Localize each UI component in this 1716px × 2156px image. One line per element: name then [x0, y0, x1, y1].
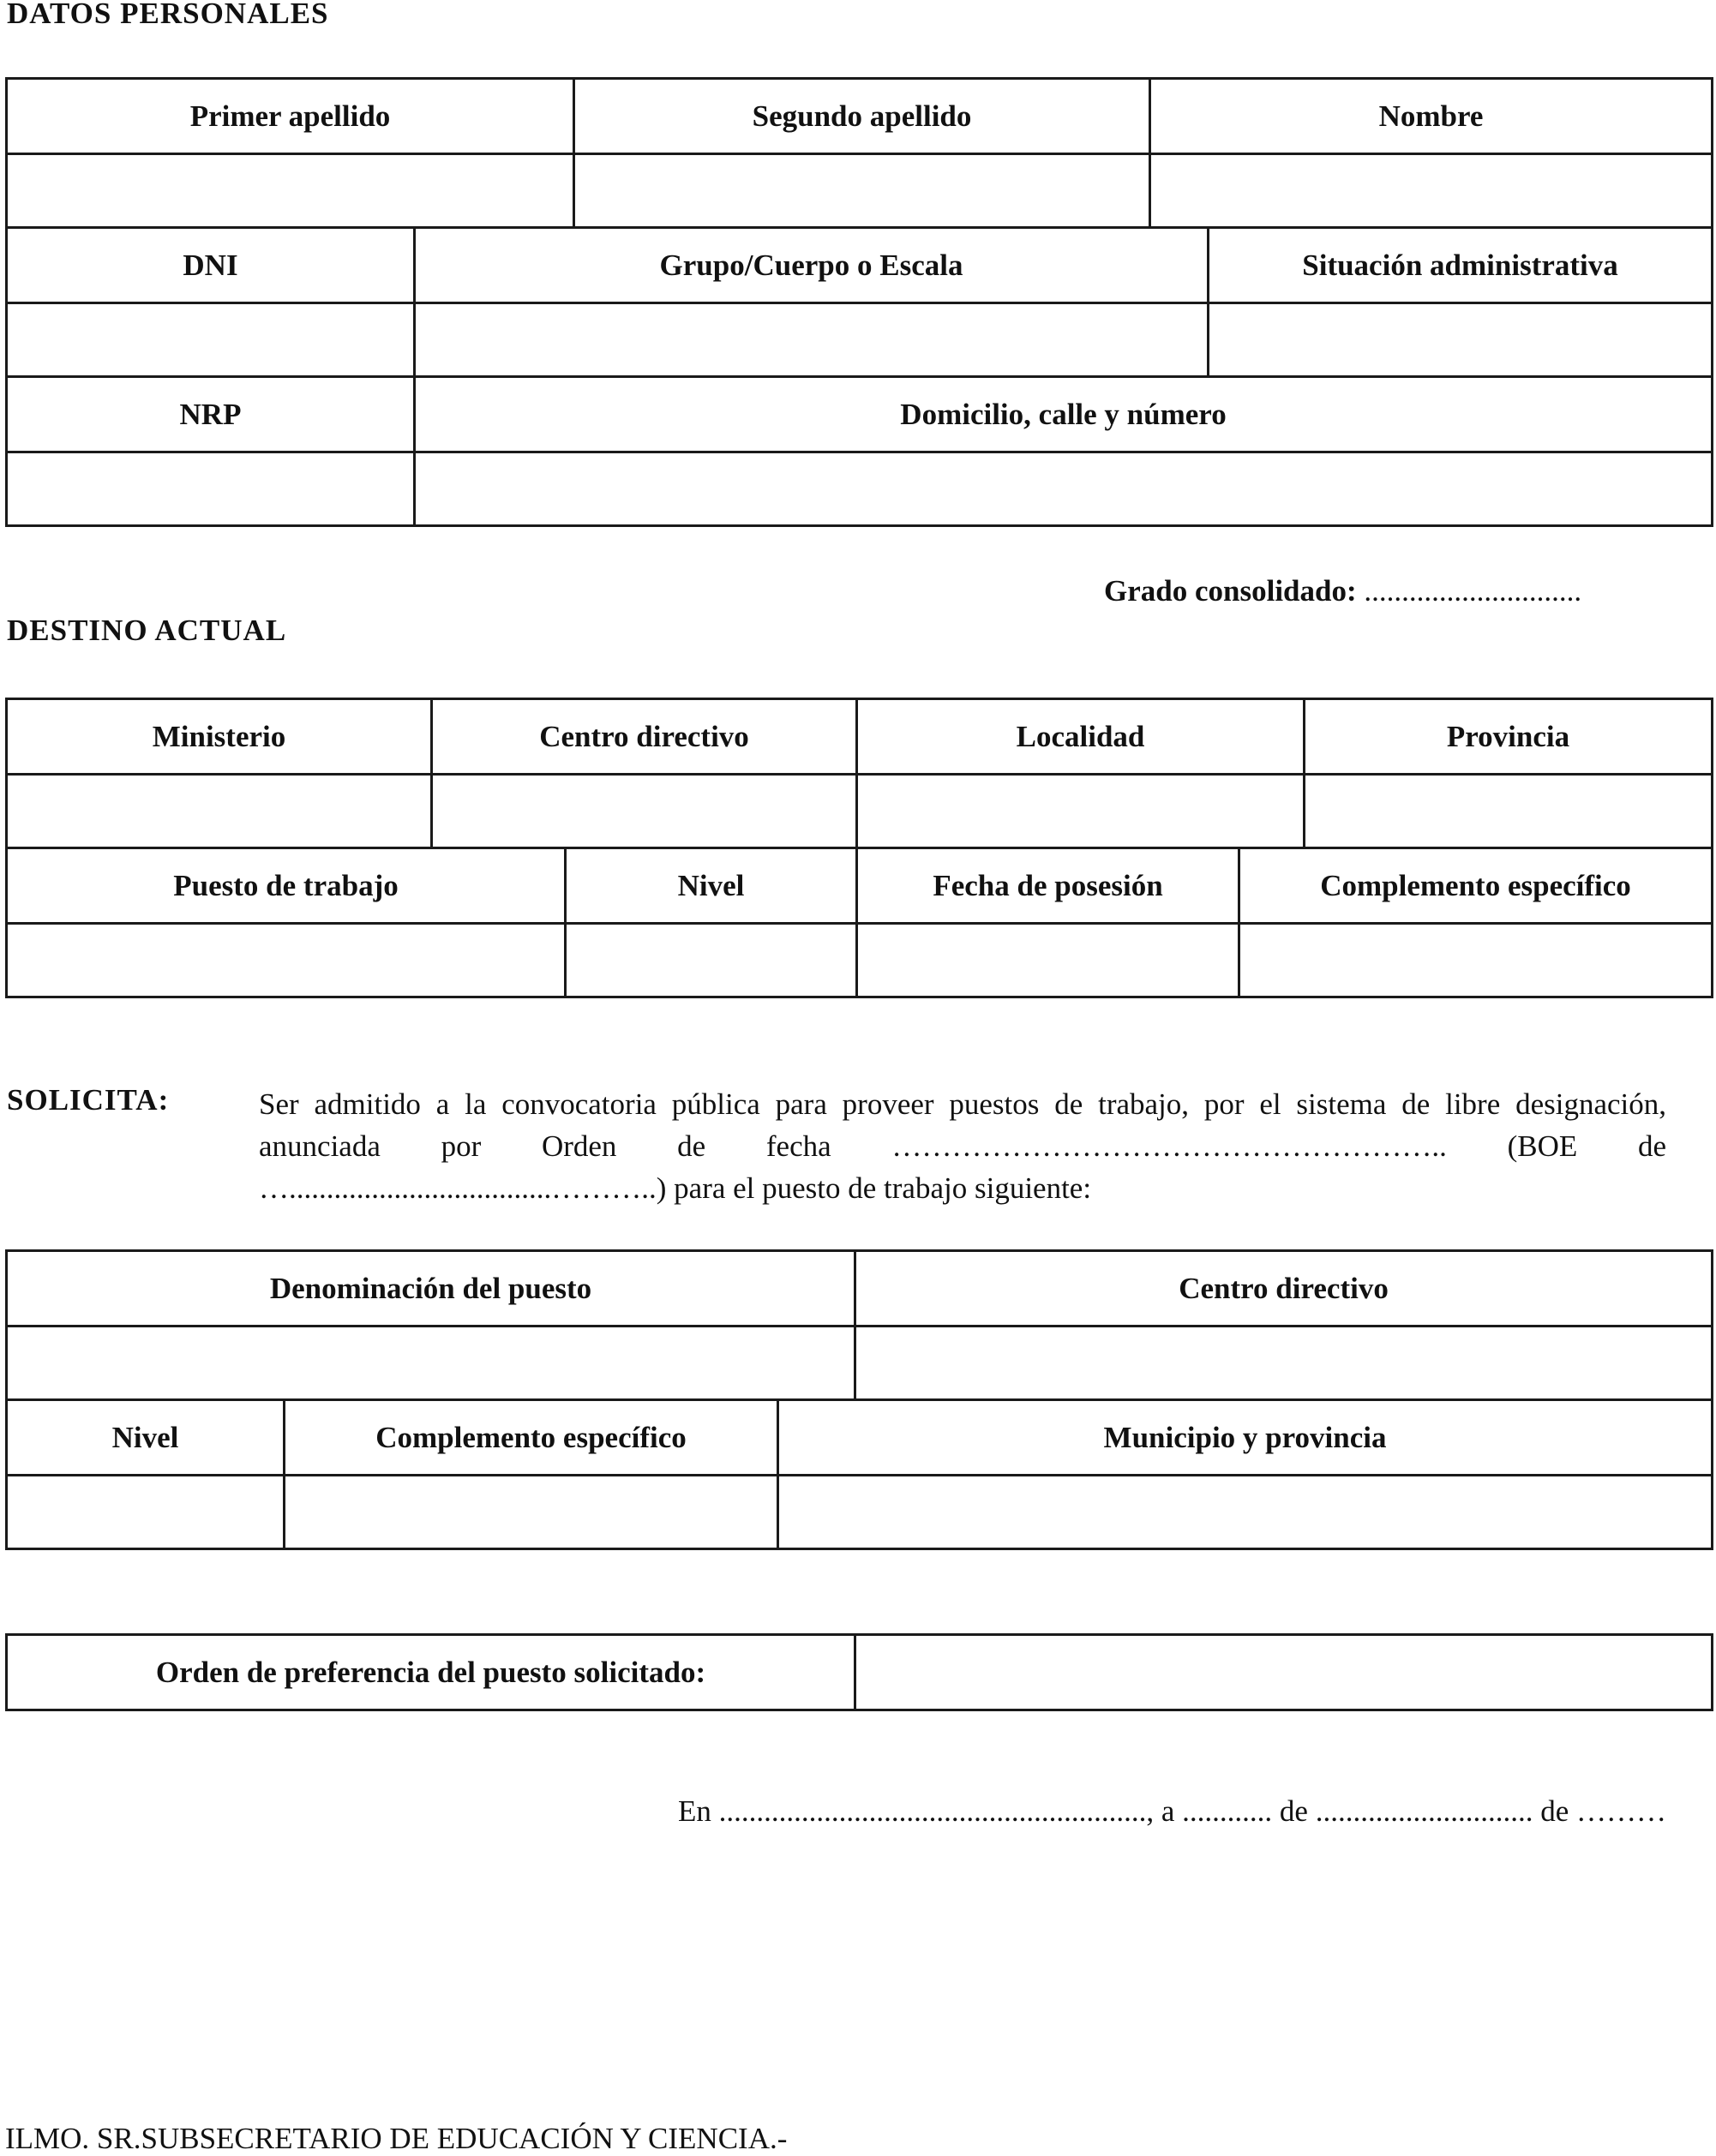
nombre-field[interactable] — [1150, 154, 1713, 228]
fecha-posesion-field[interactable] — [857, 924, 1239, 997]
denominacion-field[interactable] — [7, 1327, 855, 1400]
a-label: , a — [1146, 1794, 1175, 1828]
grado-consolidado-field[interactable]: ............................. — [1364, 574, 1582, 608]
centro-directivo-solicitado-header: Centro directivo — [855, 1251, 1713, 1327]
orden-fecha-field[interactable]: ……………………………………………….. — [891, 1129, 1447, 1163]
localidad-field[interactable] — [857, 775, 1305, 848]
domicilio-header: Domicilio, calle y número — [415, 377, 1713, 452]
grado-consolidado-label: Grado consolidado: — [1104, 574, 1357, 608]
denominacion-header: Denominación del puesto — [7, 1251, 855, 1327]
fecha-posesion-header: Fecha de posesión — [857, 848, 1239, 924]
dia-field[interactable]: ............ — [1182, 1794, 1273, 1828]
nivel-solicitado-header: Nivel — [7, 1400, 285, 1476]
nombre-header: Nombre — [1150, 79, 1713, 154]
grado-consolidado — [1104, 574, 1581, 608]
anio-field[interactable]: ……… — [1576, 1794, 1666, 1828]
ministerio-header: Ministerio — [7, 699, 432, 775]
situacion-header: Situación administrativa — [1209, 228, 1713, 303]
segundo-apellido-header: Segundo apellido — [574, 79, 1150, 154]
de-label-1: de — [1279, 1794, 1308, 1828]
dni-header: DNI — [7, 228, 415, 303]
mes-field[interactable]: ............................. — [1315, 1794, 1533, 1828]
complemento-field[interactable] — [1239, 924, 1713, 997]
grupo-cuerpo-field[interactable] — [415, 303, 1209, 377]
boe-fecha-field[interactable]: …...................................……….. — [259, 1171, 657, 1205]
section-title-destino-actual: DESTINO ACTUAL — [7, 614, 287, 647]
grupo-cuerpo-header: Grupo/Cuerpo o Escala — [415, 228, 1209, 303]
primer-apellido-header: Primer apellido — [7, 79, 574, 154]
orden-preferencia-label: Orden de preferencia del puesto solicitado: — [7, 1635, 855, 1710]
nivel-field[interactable] — [566, 924, 857, 997]
provincia-header: Provincia — [1305, 699, 1713, 775]
orden-preferencia-table — [5, 1633, 1713, 1711]
localidad-header: Localidad — [857, 699, 1305, 775]
solicita-label: SOLICITA: — [7, 1083, 170, 1117]
datos-personales-table — [5, 77, 1713, 527]
solicita-text-3: ) para el puesto de trabajo siguiente: — [656, 1171, 1092, 1205]
situacion-field[interactable] — [1209, 303, 1713, 377]
complemento-solicitado-header: Complemento específico — [285, 1400, 778, 1476]
nrp-header: NRP — [7, 377, 415, 452]
puesto-trabajo-field[interactable] — [7, 924, 566, 997]
section-title-datos-personales: DATOS PERSONALES — [7, 0, 329, 30]
municipio-header: Municipio y provincia — [778, 1400, 1713, 1476]
nivel-solicitado-field[interactable] — [7, 1476, 285, 1549]
lugar-field[interactable]: ......................................................... — [718, 1794, 1147, 1828]
de-label-2: de — [1540, 1794, 1569, 1828]
lugar-fecha-line — [449, 1794, 1666, 1829]
segundo-apellido-field[interactable] — [574, 154, 1150, 228]
puesto-trabajo-header: Puesto de trabajo — [7, 848, 566, 924]
centro-directivo-header: Centro directivo — [432, 699, 857, 775]
ministerio-field[interactable] — [7, 775, 432, 848]
destinatario: ILMO. SR.SUBSECRETARIO DE EDUCACIÓN Y CIENCIA.- — [5, 2122, 788, 2155]
nrp-field[interactable] — [7, 452, 415, 526]
solicita-text — [259, 1083, 1666, 1209]
centro-directivo-solicitado-field[interactable] — [855, 1327, 1713, 1400]
complemento-solicitado-field[interactable] — [285, 1476, 778, 1549]
nivel-header: Nivel — [566, 848, 857, 924]
solicita-text-2: (BOE de — [1507, 1129, 1667, 1163]
puesto-solicitado-table — [5, 1249, 1713, 1550]
destino-actual-table — [5, 698, 1713, 998]
orden-preferencia-field[interactable] — [855, 1635, 1713, 1710]
provincia-field[interactable] — [1305, 775, 1713, 848]
centro-directivo-field[interactable] — [432, 775, 857, 848]
primer-apellido-field[interactable] — [7, 154, 574, 228]
municipio-field[interactable] — [778, 1476, 1713, 1549]
dni-field[interactable] — [7, 303, 415, 377]
solicita-text-1: Ser admitido a la convocatoria pública para proveer puestos de trabajo, por el sistema de libre designación, anunciada por Orden de fecha — [259, 1087, 1666, 1163]
en-label: En — [677, 1794, 711, 1828]
complemento-header: Complemento específico — [1239, 848, 1713, 924]
domicilio-field[interactable] — [415, 452, 1713, 526]
